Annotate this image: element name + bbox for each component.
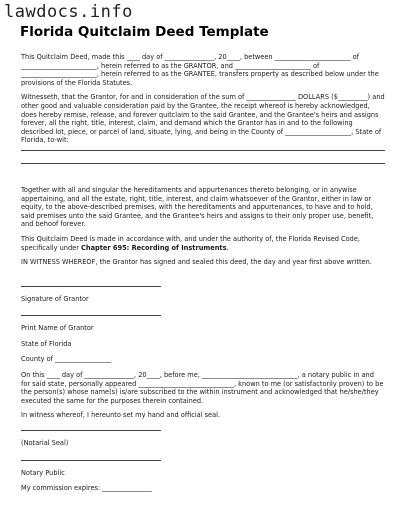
notary-public-label: Notary Public bbox=[21, 468, 65, 477]
intro-paragraph: This Quitclaim Deed, made this ____ day of _______________, 20____, between _______________________ of _______________________, herein referred to as the GRANTOR, and _______________________ of _______________________, herein referred to as the GRANTEE, transfers property as described below under the provisions of the Florida Statutes. bbox=[21, 53, 379, 87]
description-line-2 bbox=[21, 163, 385, 164]
notary-acknowledgment-paragraph: On this ____ day of _______________, 20____, before me, _____________________________, a notary public in and for said state, personally appeared _____________________________, known to me (or satisfactorily proven) to be the person(s) whose name(s) is/are subscribed to the within instrument and acknowledged that he/she/they executed the same for the purposes therein contained. bbox=[21, 371, 384, 405]
notary-signature-line bbox=[21, 430, 161, 431]
legal-description-area bbox=[21, 150, 385, 164]
site-name[interactable]: lawdocs.info bbox=[4, 2, 133, 22]
commission-expires-label: My commission expires: _______________ bbox=[21, 484, 152, 493]
official-seal-text: In witness whereof, I hereunto set my hand and official seal. bbox=[21, 411, 221, 420]
chapter-reference: Chapter 695: Recording of Instruments bbox=[81, 243, 227, 252]
consideration-paragraph: Witnesseth, that the Grantor, for and in consideration of the sum of _______________ DOLLARS ($_________) and other good and valuable consideration paid by the Grantee, the receipt whereof is hereby acknowledged, does hereby remise, release, and forever quitclaim to the said Grantee, and the Grantee's heirs and assigns forever, all the right, title, interest, claim, and demand which the Grantor has in and to the following described lot, piece, or parcel of land, situate, lying, and being in the County of ____________________, State of Florida, to-wit: bbox=[21, 93, 385, 145]
grantor-name-line bbox=[21, 315, 161, 316]
grantor-name-label: Print Name of Grantor bbox=[21, 324, 94, 333]
grantor-signature-line bbox=[21, 286, 161, 287]
document-body bbox=[21, 53, 385, 493]
page-title: Florida Quitclaim Deed Template bbox=[20, 24, 269, 40]
notary-public-line bbox=[21, 460, 161, 461]
witness-whereof-paragraph: IN WITNESS WHEREOF, the Grantor has signed and sealed this deed, the day and year first above written. bbox=[21, 258, 372, 267]
county-label: County of _________________ bbox=[21, 355, 112, 364]
habendum-paragraph: Together with all and singular the hereditaments and appurtenances thereto belonging, or in anywise appertaining, and all the estate, right, title, interest, and claim whatsoever of the Grantor, either in law or equity, to the above-described premises, with the hereditaments and appurtenances, to have and to hold, said premises unto the said Grantee, and the Grantee's heirs and assigns to their only proper use, benefit, and behoof forever. bbox=[21, 185, 374, 229]
state-label: State of Florida bbox=[21, 339, 72, 348]
authority-paragraph: This Quitclaim Deed is made in accordance with, and under the authority of, the Florida Revised Code, specifically under Chapter 695: Recording of Instruments. bbox=[21, 234, 361, 252]
notarial-seal-label: (Notarial Seal) bbox=[21, 439, 69, 448]
description-line-1 bbox=[21, 150, 385, 151]
grantor-signature-label: Signature of Grantor bbox=[21, 294, 89, 303]
